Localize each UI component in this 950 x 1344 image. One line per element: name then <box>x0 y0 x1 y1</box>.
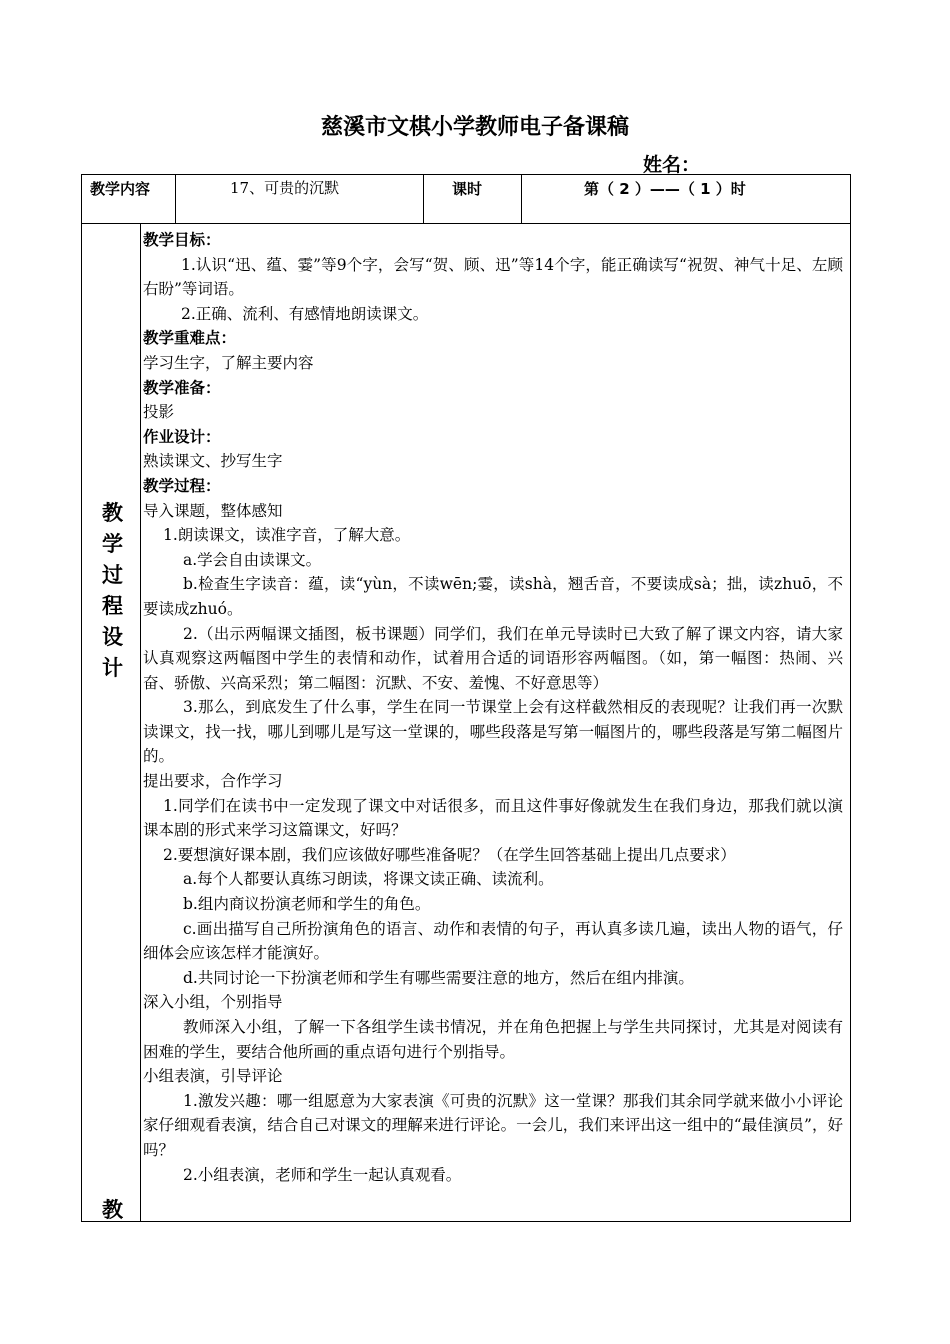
process-subitem: c.画出描写自己所扮演角色的语言、动作和表情的句子，再认真多读几遍，读出人物的语气，仔细体会应该怎样才能演好。 <box>143 919 843 963</box>
goal-item: 2.正确、流利、有感情地朗读课文。 <box>181 304 429 323</box>
goal-item: 1.认识“迅、蕴、霎”等9个字，会写“贺、顾、迅”等14个字，能正确读写“祝贺、神气十足、左顾右盼”等词语。 <box>143 255 843 299</box>
period-label: 课时 <box>452 180 483 198</box>
prep-heading: 教学准备： <box>143 378 221 397</box>
homework-heading: 作业设计： <box>143 427 221 446</box>
side-char: 教 <box>102 501 123 525</box>
side-bottom-char: 教 <box>102 1198 123 1222</box>
homework-text: 熟读课文、抄写生字 <box>143 452 283 471</box>
period-value: 第（ 2 ）——（ 1 ）时 <box>584 180 746 198</box>
header-col-divider-3 <box>521 174 522 224</box>
process-subitem: d.共同讨论一下扮演老师和学生有哪些需要注意的地方，然后在组内排演。 <box>183 968 694 987</box>
prep-text: 投影 <box>143 403 175 422</box>
difficulty-heading: 教学重难点： <box>143 329 237 348</box>
header-col-divider-2 <box>423 174 424 224</box>
section-heading: 深入小组，个别指导 <box>143 993 283 1012</box>
lesson-body <box>143 228 843 1187</box>
difficulty-text: 学习生字，了解主要内容 <box>143 353 314 372</box>
process-item: 教师深入小组，了解一下各组学生读书情况，并在角色把握上与学生共同探讨，尤其是对阅读有困难的学生，要结合他所画的重点语句进行个别指导。 <box>143 1018 843 1061</box>
process-item: 2.要想演好课本剧，我们应该做好哪些准备呢？（在学生回答基础上提出几点要求） <box>163 845 736 864</box>
side-char: 过 <box>102 563 123 587</box>
content-label: 教学内容 <box>90 180 151 198</box>
teacher-name-label: 姓名： <box>643 154 701 176</box>
process-item: 2.（出示两幅课文插图，板书课题）同学们，我们在单元导读时已大致了解了课文内容，请大家认真观察这两幅图中学生的表情和动作，试着用合适的词语形容两幅图。（如，第一幅图：热闹、兴奋、骄傲、兴高采烈；第二幅图：沉默、不安、羞愧、不好意思等） <box>143 624 843 692</box>
process-subitem: a.学会自由读课文。 <box>183 550 322 569</box>
side-char: 设 <box>102 625 123 649</box>
document-title: 慈溪市文棋小学教师电子备课稿 <box>320 115 629 140</box>
side-char: 计 <box>102 656 123 680</box>
header-col-divider-1 <box>175 174 176 224</box>
process-item: 2.小组表演，老师和学生一起认真观看。 <box>183 1165 462 1184</box>
goals-heading: 教学目标： <box>143 231 221 249</box>
lesson-title: 17、可贵的沉默 <box>230 179 340 197</box>
process-subitem: a.每个人都要认真练习朗读，将课文读正确、读流利。 <box>183 870 554 889</box>
section-heading: 导入课题，整体感知 <box>143 501 283 520</box>
process-item: 1.同学们在读书中一定发现了课文中对话很多，而且这件事好像就发生在我们身边，那我们就以演课本剧的形式来学习这篇课文，好吗？ <box>143 796 843 840</box>
section-heading: 小组表演，引导评论 <box>143 1067 283 1086</box>
process-item: 1.朗读课文，读准字音，了解大意。 <box>163 526 411 545</box>
process-subitem: b.组内商议扮演老师和学生的角色。 <box>183 895 431 914</box>
side-col-divider <box>140 223 141 1222</box>
process-item: 1.激发兴趣：哪一组愿意为大家表演《可贵的沉默》这一堂课？那我们其余同学就来做小小评论家仔细观看表演，结合自己对课文的理解来进行评论。一会儿，我们来评出这一组中的“最佳演员”，好吗？ <box>143 1091 843 1159</box>
process-item: 3.那么，到底发生了什么事，学生在同一节课堂上会有这样截然相反的表现呢？让我们再一次默读课文，找一找，哪儿到哪儿是写这一堂课的，哪些段落是写第一幅图片的，哪些段落是写第二幅图片的。 <box>143 698 843 766</box>
header-row-divider <box>81 223 851 224</box>
section-heading: 提出要求，合作学习 <box>143 772 283 791</box>
side-char: 学 <box>102 532 123 556</box>
side-label <box>85 498 140 684</box>
process-heading: 教学过程： <box>143 476 221 495</box>
side-char: 程 <box>102 594 123 618</box>
process-subitem: b.检查生字读音：蕴，读“yùn，不读wēn;霎，读shà，翘舌音，不要读成sà；拙，读zhuō，不要读成zhuó。 <box>143 575 843 618</box>
